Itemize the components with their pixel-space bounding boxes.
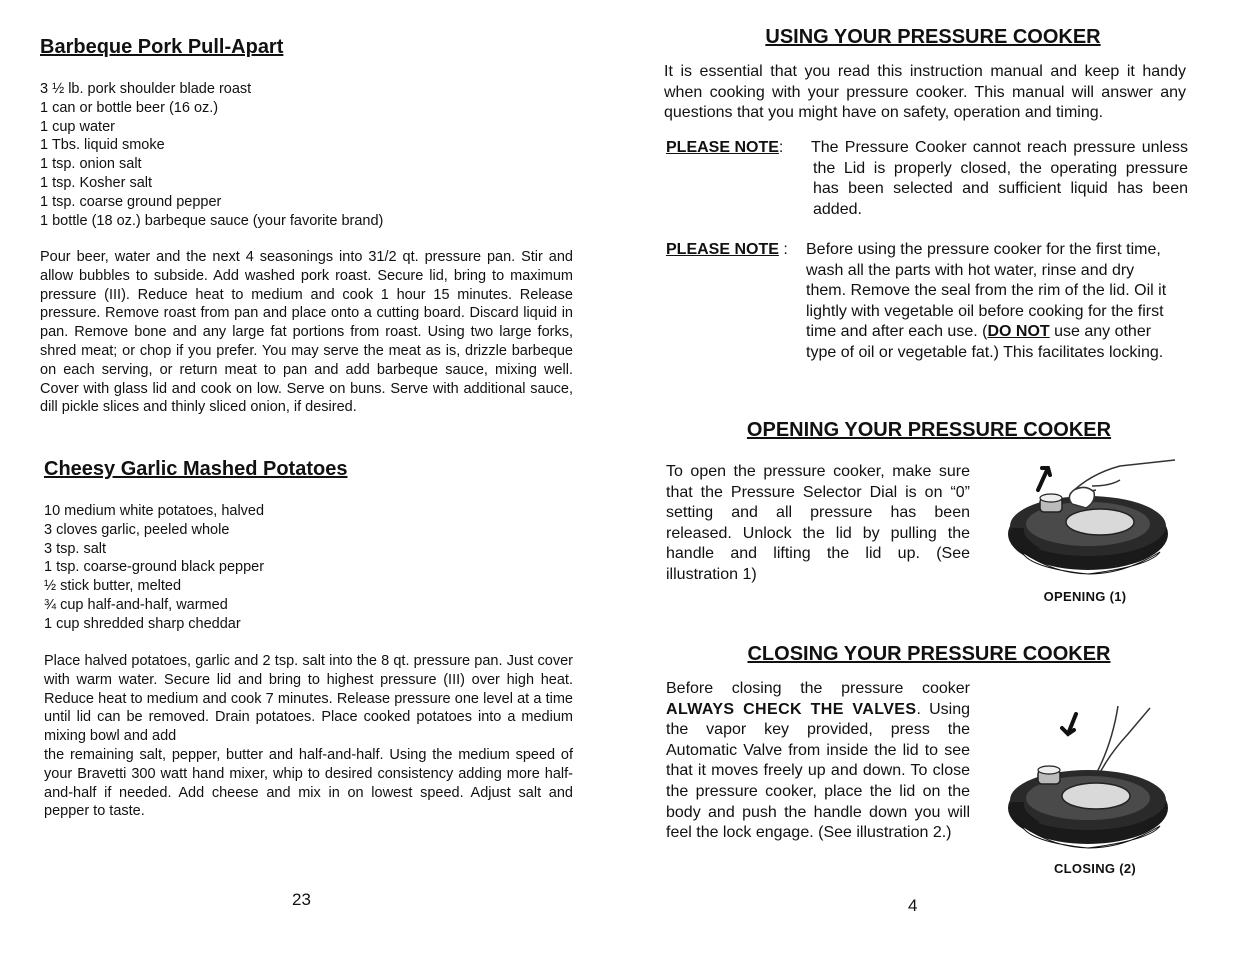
recipe2-ingredient-list: [44, 502, 574, 634]
closing-illustration: [1000, 704, 1182, 860]
opening-section-title: OPENING YOUR PRESSURE COOKER: [746, 419, 1112, 441]
ingredient: 3 ½ lb. pork shoulder blade roast: [40, 81, 252, 97]
ingredient: 1 tsp. coarse ground pepper: [40, 193, 222, 210]
ingredient: 3 cloves garlic, peeled whole: [44, 521, 230, 538]
ingredient: ¾ cup half-and-half, warmed: [44, 596, 228, 613]
opening-text: To open the pressure cooker, make sure that the Pressure Selector Dial is on “0” setting and all pressure has been released. Unlock the lid by pulling the handle and lifting the lid up. (See illustration 1): [666, 463, 970, 583]
note1-label: PLEASE NOTE: [666, 139, 779, 156]
ingredient: 1 tsp. coarse-ground black pepper: [44, 559, 265, 576]
note2-do-not: DO NOT: [987, 323, 1050, 341]
recipe2-directions-part2: the remaining salt, pepper, butter and half-and-half. Using the medium speed of your Bravetti 300 watt hand mixer, whip to desired consistency adding more half-and-half if needed. Add cheese and mix in on lowest speed. Adjust salt and pepper to taste.: [44, 746, 573, 820]
recipe2-directions: [44, 652, 573, 821]
note2-label: PLEASE NOTE: [666, 241, 779, 258]
ingredient: ½ stick butter, melted: [44, 578, 182, 595]
ingredient: 1 tsp. onion salt: [40, 156, 142, 173]
note2-colon: :: [778, 241, 788, 258]
ingredient: 10 medium white potatoes, halved: [44, 503, 265, 519]
page-number-left: 23: [292, 890, 311, 909]
ingredient: 1 cup water: [40, 118, 115, 135]
page-number-right: 4: [908, 896, 918, 915]
ingredient: 1 Tbs. liquid smoke: [40, 137, 165, 154]
note2-label-wrap: [666, 240, 788, 261]
ingredient: 1 can or bottle beer (16 oz.): [40, 99, 219, 116]
closing-text-b: . Using the vapor key provided, press the Automatic Valve from inside the lid to see that it moves freely up and down. To close the pressure cooker, place the lid on the body and push the handle down you will feel the lock engage. (See illustration 2.): [666, 700, 970, 842]
recipe1-directions: Pour beer, water and the next 4 seasonings into 31/2 qt. pressure pan. Stir and allow bubbles to subside. Add washed pork roast. Secure lid, bring to maximum pressure (III). Reduce heat to medium and cook 1 hour 15 minutes. Release pressure. Remove roast from pan and place onto a cutting board. Discard liquid in pan. Remove bone and any large fat portions from roast. Using two large forks, shred meat; or chop if you prefer. You may serve the meat as is, drizzle barbeque on each serving, or return meat to pan and add barbeque sauce, mixing well. Cover with glass lid and cook on low. Serve on buns. Serve with additional sauce, dill pickle slices and thinly sliced onion, if desired.: [40, 249, 573, 416]
opening-illustration: [1000, 456, 1182, 590]
recipe1-title: Barbeque Pork Pull-Apart: [40, 36, 284, 58]
closing-caption: CLOSING (2): [1053, 861, 1137, 876]
ingredient: 1 cup shredded sharp cheddar: [44, 615, 241, 632]
note1-text: The Pressure Cooker cannot reach pressure unless the Lid is properly closed, the operating pressure has been selected and sufficient liquid has been added.: [811, 139, 1188, 218]
recipe2-directions-part1: Place halved potatoes, garlic and 2 tsp. salt into the 8 qt. pressure pan. Just cover with warm water. Secure lid and bring to highest pressure (III) over high heat. Reduce heat to medium and cook 7 minutes. Release pressure one level at a time until lid can be removed. Drain potatoes. Place cooked potatoes into a medium mixing bowl and add: [44, 653, 573, 745]
using-intro: It is essential that you read this instruction manual and keep it handy when cooking with your pressure cooker. This manual will answer any questions that you might have on safety, operation and timing.: [664, 63, 1186, 122]
note2-text: [806, 240, 1178, 364]
recipe2-title: Cheesy Garlic Mashed Potatoes: [44, 458, 348, 480]
closing-section-title: CLOSING YOUR PRESSURE COOKER: [747, 643, 1111, 665]
note1-label-wrap: [666, 138, 783, 159]
using-section-title: USING YOUR PRESSURE COOKER: [765, 26, 1101, 48]
note2-text-b: use any other type of oil or vegetable fat.) This facilitates locking.: [806, 323, 1164, 361]
opening-caption: OPENING (1): [1043, 589, 1127, 604]
closing-text-a: Before closing the pressure cooker: [666, 680, 970, 697]
closing-text: [666, 679, 970, 844]
note2-text-a: Before using the pressure cooker for the first time, wash all the parts with hot water, rinse and dry them. Remove the seal from the rim of the lid. Oil it lightly with vegetable oil before cooking for the first time and after each use. (: [806, 241, 1167, 341]
ingredient: 1 tsp. Kosher salt: [40, 174, 153, 191]
recipe1-ingredient-list: [40, 80, 580, 230]
closing-text-bold: ALWAYS CHECK THE VALVES: [666, 700, 917, 718]
ingredient: 1 bottle (18 oz.) barbeque sauce (your favorite brand): [40, 212, 384, 229]
ingredient: 3 tsp. salt: [44, 540, 107, 557]
note1-colon: :: [778, 139, 784, 156]
